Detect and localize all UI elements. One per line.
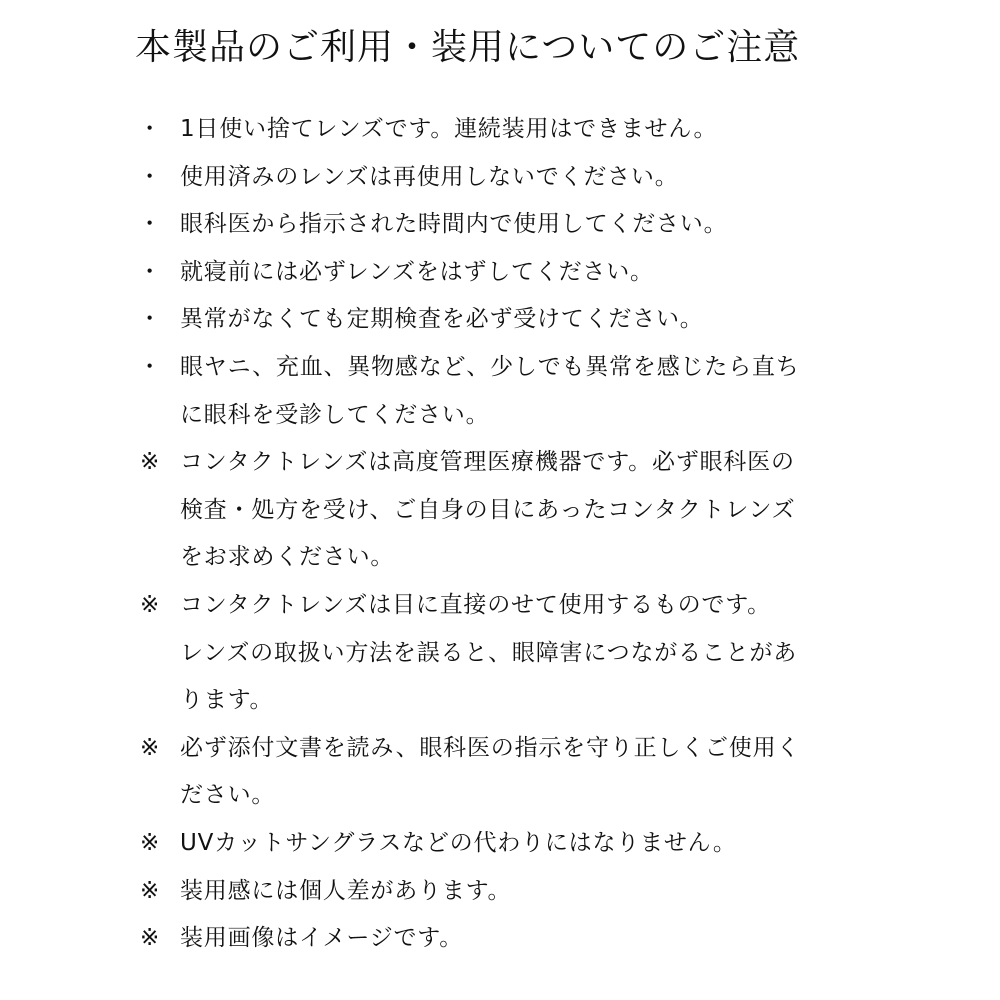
caution-text: 眼科医から指示された時間内で使用してください。: [180, 211, 728, 238]
caution-text: 検査・処方を受け、ご自身の目にあったコンタクトレンズ: [180, 496, 796, 523]
caution-text: 使用済みのレンズは再使用しないでください。: [180, 163, 679, 190]
caution-text: に眼科を受診してください。: [180, 401, 490, 428]
reference-marker: ※: [139, 734, 161, 761]
caution-item: [135, 868, 875, 916]
caution-text: コンタクトレンズは目に直接のせて使用するものです。: [180, 591, 771, 618]
caution-text: ださい。: [180, 782, 276, 809]
caution-item: [135, 154, 875, 202]
caution-text: 必ず添付文書を読み、眼科医の指示を守り正しくご使用く: [180, 734, 801, 761]
bullet-marker: ・: [138, 353, 162, 380]
caution-text: をお求めください。: [180, 544, 395, 571]
caution-text: 異常がなくても定期検査を必ず受けてください。: [180, 306, 704, 333]
caution-item: [135, 820, 875, 868]
caution-item: [135, 439, 875, 582]
caution-item: [135, 725, 875, 820]
caution-text: 眼ヤニ、充血、異物感など、少しでも異常を感じたら直ち: [180, 353, 800, 380]
caution-item: [135, 201, 875, 249]
reference-marker: ※: [139, 877, 161, 904]
caution-text: ります。: [180, 687, 274, 714]
caution-text: コンタクトレンズは高度管理医療機器です。必ず眼科医の: [180, 449, 795, 476]
bullet-marker: ・: [138, 211, 162, 238]
caution-item: [135, 249, 875, 297]
caution-item: [135, 582, 875, 725]
caution-list: [135, 106, 875, 963]
caution-item: [135, 915, 875, 963]
caution-text: UVカットサングラスなどの代わりにはなりません。: [180, 829, 737, 856]
caution-item: [135, 344, 875, 439]
bullet-marker: ・: [138, 116, 162, 142]
reference-marker: ※: [139, 449, 161, 476]
reference-marker: ※: [139, 925, 161, 952]
caution-item: [135, 106, 875, 154]
reference-marker: ※: [139, 829, 161, 856]
caution-text: 1日使い捨てレンズです。連続装用はできません。: [180, 116, 718, 142]
bullet-marker: ・: [138, 258, 162, 285]
bullet-marker: ・: [138, 163, 162, 190]
caution-text: 装用感には個人差があります。: [180, 877, 512, 904]
page-title: 本製品のご利用・装用についてのご注意: [135, 27, 801, 68]
reference-marker: ※: [139, 591, 161, 618]
caution-text: レンズの取扱い方法を誤ると、眼障害につながることがあ: [180, 639, 798, 666]
caution-text: 装用画像はイメージです。: [180, 925, 464, 952]
caution-item: [135, 296, 875, 344]
bullet-marker: ・: [138, 306, 162, 333]
caution-text: 就寝前には必ずレンズをはずしてください。: [180, 258, 654, 285]
